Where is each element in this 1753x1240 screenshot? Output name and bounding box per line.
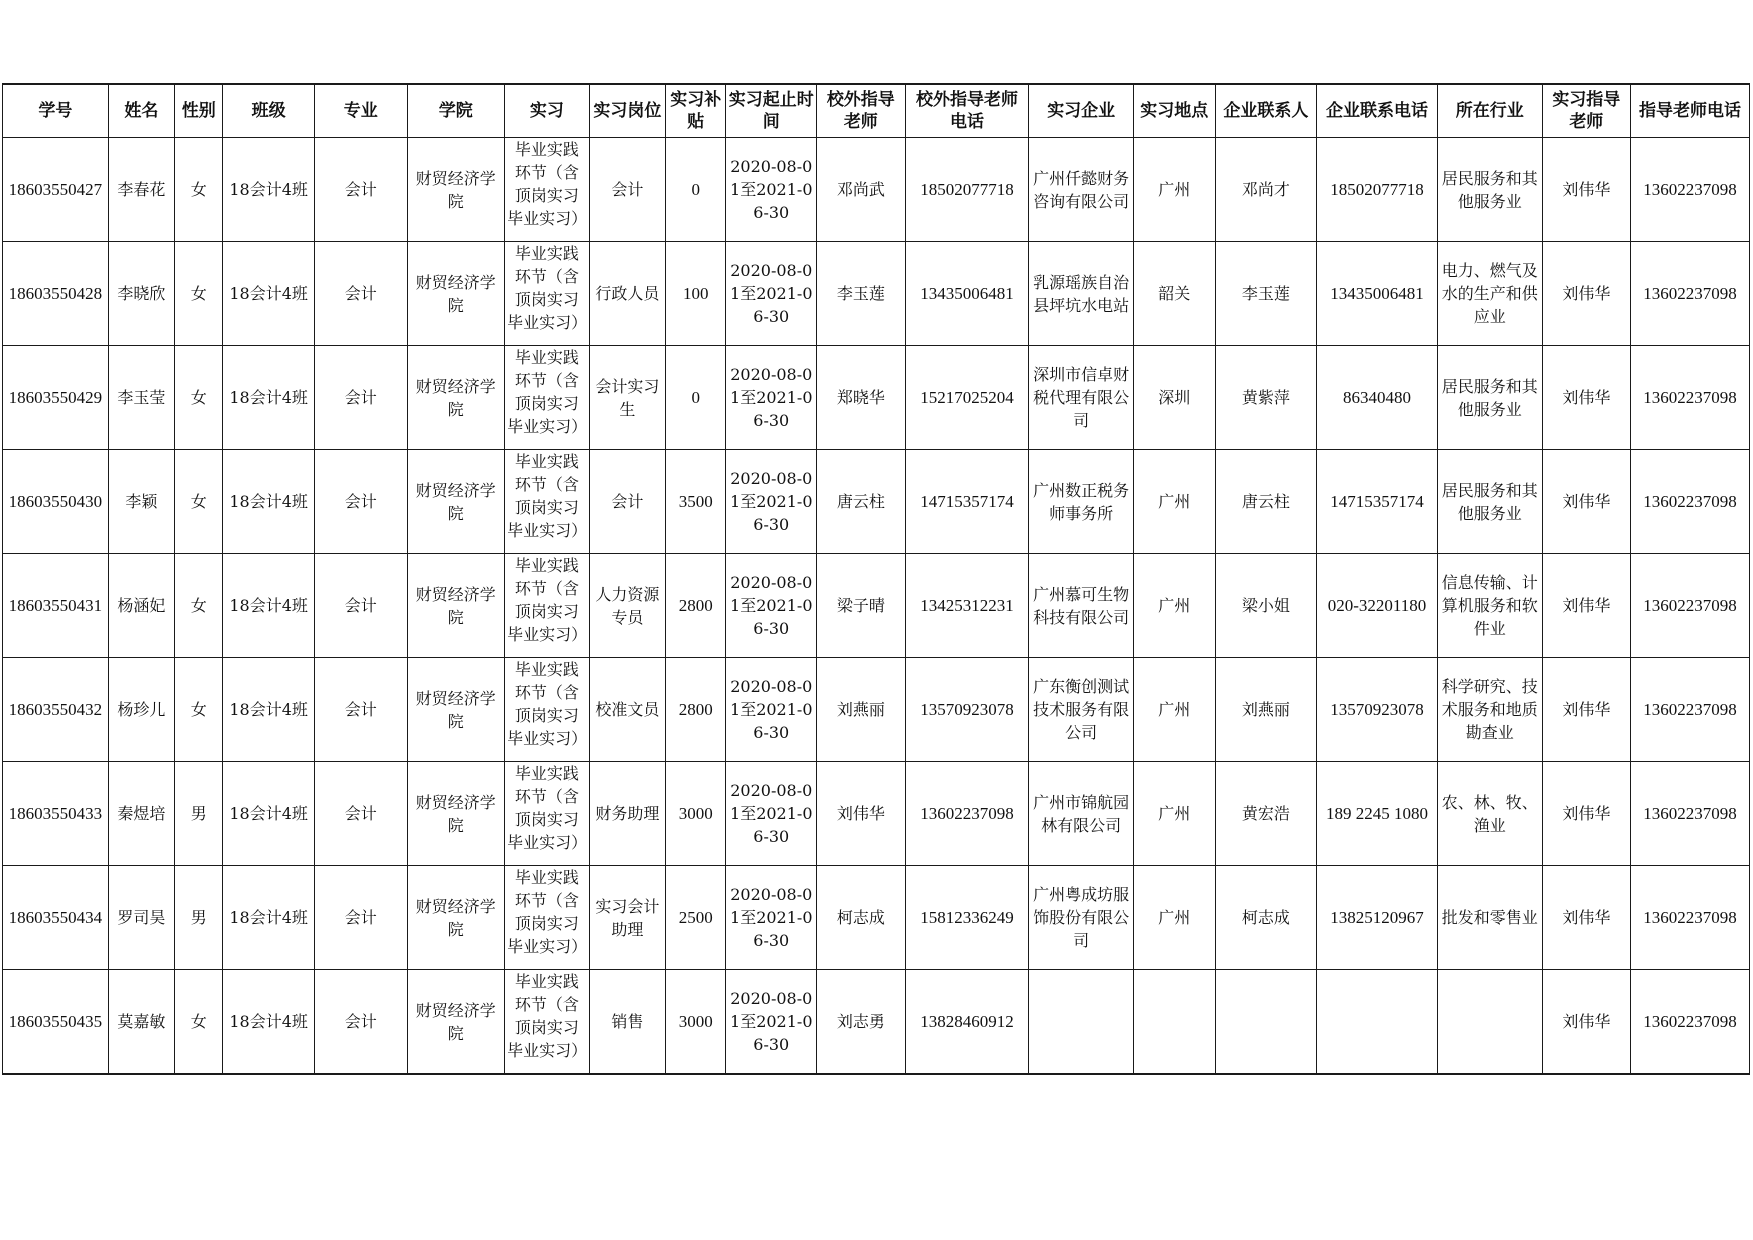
cell-major: 会计	[314, 346, 407, 450]
cell-advisor-phone: 13602237098	[1631, 762, 1750, 866]
cell-subsidy: 2800	[666, 554, 726, 658]
table-row	[3, 138, 1750, 242]
cell-text: 毕业实践环节（含顶岗实习毕业实习）	[507, 660, 587, 748]
cell-major: 会计	[314, 866, 407, 970]
cell-location: 广州	[1134, 658, 1216, 762]
cell-industry: 居民服务和其他服务业	[1437, 346, 1542, 450]
cell-name: 杨珍儿	[108, 658, 174, 762]
cell-company: 广州粤成坊服饰股份有限公司	[1029, 866, 1134, 970]
cell-name: 李春花	[108, 138, 174, 242]
cell-gender: 男	[175, 762, 223, 866]
cell-text: 毕业实践环节（含顶岗实习毕业实习）	[507, 556, 587, 644]
cell-internship-advisor: 刘伟华	[1542, 242, 1631, 346]
cell-subsidy: 0	[666, 346, 726, 450]
cell-location: 广州	[1134, 762, 1216, 866]
cell-company-contact: 邓尚才	[1215, 138, 1317, 242]
cell-text: 毕业实践环节（含顶岗实习毕业实习）	[507, 452, 587, 540]
table-row	[3, 970, 1750, 1075]
cell-internship-type	[505, 762, 590, 866]
cell-company: 广东衡创测试技术服务有限公司	[1029, 658, 1134, 762]
cell-company-contact: 柯志成	[1215, 866, 1317, 970]
cell-company-phone: 13435006481	[1317, 242, 1438, 346]
cell-student-id: 18603550427	[3, 138, 109, 242]
table-row	[3, 242, 1750, 346]
column-header-location: 实习地点	[1134, 84, 1216, 138]
cell-student-id: 18603550428	[3, 242, 109, 346]
cell-student-id: 18603550429	[3, 346, 109, 450]
column-header-name: 姓名	[108, 84, 174, 138]
cell-college: 财贸经济学院	[407, 762, 505, 866]
table-header	[3, 84, 1750, 138]
cell-college: 财贸经济学院	[407, 346, 505, 450]
cell-position: 人力资源专员	[589, 554, 665, 658]
cell-name: 杨涵妃	[108, 554, 174, 658]
cell-internship-type	[505, 658, 590, 762]
column-header-major: 专业	[314, 84, 407, 138]
cell-company-phone: 86340480	[1317, 346, 1438, 450]
cell-major: 会计	[314, 658, 407, 762]
cell-subsidy: 3000	[666, 762, 726, 866]
cell-internship-advisor: 刘伟华	[1542, 138, 1631, 242]
column-header-subsidy: 实习补贴	[666, 84, 726, 138]
cell-major: 会计	[314, 242, 407, 346]
cell-college: 财贸经济学院	[407, 554, 505, 658]
cell-internship-type	[505, 138, 590, 242]
table-row	[3, 658, 1750, 762]
cell-company-contact: 黄宏浩	[1215, 762, 1317, 866]
column-header-company-contact: 企业联系人	[1215, 84, 1317, 138]
cell-gender: 女	[175, 450, 223, 554]
cell-text: 毕业实践环节（含顶岗实习毕业实习）	[507, 868, 587, 956]
cell-external-supervisor-phone: 13570923078	[905, 658, 1029, 762]
cell-company: 广州仟懿财务咨询有限公司	[1029, 138, 1134, 242]
cell-external-supervisor: 梁子晴	[817, 554, 906, 658]
cell-external-supervisor: 刘志勇	[817, 970, 906, 1075]
cell-student-id: 18603550432	[3, 658, 109, 762]
cell-position: 行政人员	[589, 242, 665, 346]
cell-text: 毕业实践环节（含顶岗实习毕业实习）	[507, 244, 587, 332]
cell-location: 广州	[1134, 450, 1216, 554]
cell-industry: 电力、燃气及水的生产和供应业	[1437, 242, 1542, 346]
column-header-position: 实习岗位	[589, 84, 665, 138]
cell-company: 广州慕可生物科技有限公司	[1029, 554, 1134, 658]
column-header-external-supervisor-phone: 校外指导老师电话	[905, 84, 1029, 138]
cell-college: 财贸经济学院	[407, 970, 505, 1075]
cell-subsidy: 3000	[666, 970, 726, 1075]
cell-company-contact	[1215, 970, 1317, 1075]
cell-industry: 科学研究、技术服务和地质勘查业	[1437, 658, 1542, 762]
cell-position: 会计实习生	[589, 346, 665, 450]
cell-industry: 居民服务和其他服务业	[1437, 450, 1542, 554]
cell-gender: 女	[175, 346, 223, 450]
cell-company-phone: 18502077718	[1317, 138, 1438, 242]
cell-external-supervisor-phone: 15217025204	[905, 346, 1029, 450]
cell-text: 毕业实践环节（含顶岗实习毕业实习）	[507, 764, 587, 852]
cell-external-supervisor-phone: 13828460912	[905, 970, 1029, 1075]
cell-position: 会计	[589, 450, 665, 554]
cell-internship-advisor: 刘伟华	[1542, 346, 1631, 450]
cell-external-supervisor-phone: 13435006481	[905, 242, 1029, 346]
table-body	[3, 138, 1750, 1075]
cell-text: 毕业实践环节（含顶岗实习毕业实习）	[507, 348, 587, 436]
column-header-external-supervisor: 校外指导老师	[817, 84, 906, 138]
cell-internship-advisor: 刘伟华	[1542, 658, 1631, 762]
cell-period: 2020-08-01至2021-06-30	[726, 554, 817, 658]
cell-advisor-phone: 13602237098	[1631, 138, 1750, 242]
cell-external-supervisor: 刘燕丽	[817, 658, 906, 762]
cell-external-supervisor: 邓尚武	[817, 138, 906, 242]
cell-period: 2020-08-01至2021-06-30	[726, 450, 817, 554]
cell-external-supervisor-phone: 15812336249	[905, 866, 1029, 970]
cell-internship-type	[505, 346, 590, 450]
cell-subsidy: 0	[666, 138, 726, 242]
cell-internship-type	[505, 554, 590, 658]
internship-table	[2, 83, 1750, 1075]
cell-external-supervisor: 唐云柱	[817, 450, 906, 554]
column-header-gender: 性别	[175, 84, 223, 138]
cell-location: 广州	[1134, 138, 1216, 242]
cell-company-phone	[1317, 970, 1438, 1075]
cell-gender: 男	[175, 866, 223, 970]
cell-company-phone: 13825120967	[1317, 866, 1438, 970]
cell-class: 18会计4班	[223, 970, 315, 1075]
cell-industry: 信息传输、计算机服务和软件业	[1437, 554, 1542, 658]
cell-student-id: 18603550430	[3, 450, 109, 554]
table-row	[3, 762, 1750, 866]
cell-company-phone: 020-32201180	[1317, 554, 1438, 658]
cell-company-contact: 唐云柱	[1215, 450, 1317, 554]
cell-external-supervisor-phone: 13602237098	[905, 762, 1029, 866]
cell-gender: 女	[175, 658, 223, 762]
cell-name: 秦煜培	[108, 762, 174, 866]
cell-class: 18会计4班	[223, 554, 315, 658]
cell-internship-type	[505, 242, 590, 346]
cell-external-supervisor: 刘伟华	[817, 762, 906, 866]
table-row	[3, 866, 1750, 970]
cell-name: 莫嘉敏	[108, 970, 174, 1075]
cell-position: 会计	[589, 138, 665, 242]
cell-company-phone: 14715357174	[1317, 450, 1438, 554]
cell-location: 深圳	[1134, 346, 1216, 450]
cell-internship-advisor: 刘伟华	[1542, 554, 1631, 658]
cell-text: 毕业实践环节（含顶岗实习毕业实习）	[507, 140, 587, 228]
cell-internship-type	[505, 450, 590, 554]
cell-advisor-phone: 13602237098	[1631, 450, 1750, 554]
cell-period: 2020-08-01至2021-06-30	[726, 762, 817, 866]
cell-company: 广州数正税务师事务所	[1029, 450, 1134, 554]
table-row	[3, 450, 1750, 554]
cell-position: 销售	[589, 970, 665, 1075]
cell-college: 财贸经济学院	[407, 138, 505, 242]
cell-major: 会计	[314, 762, 407, 866]
column-header-internship-advisor: 实习指导老师	[1542, 84, 1631, 138]
cell-internship-advisor: 刘伟华	[1542, 866, 1631, 970]
cell-period: 2020-08-01至2021-06-30	[726, 970, 817, 1075]
cell-position: 校准文员	[589, 658, 665, 762]
column-header-period: 实习起止时间	[726, 84, 817, 138]
cell-industry: 居民服务和其他服务业	[1437, 138, 1542, 242]
cell-class: 18会计4班	[223, 346, 315, 450]
cell-company: 广州市锦航园林有限公司	[1029, 762, 1134, 866]
cell-company-contact: 梁小姐	[1215, 554, 1317, 658]
cell-company	[1029, 970, 1134, 1075]
cell-industry: 农、林、牧、渔业	[1437, 762, 1542, 866]
cell-period: 2020-08-01至2021-06-30	[726, 242, 817, 346]
cell-major: 会计	[314, 138, 407, 242]
cell-major: 会计	[314, 970, 407, 1075]
cell-advisor-phone: 13602237098	[1631, 658, 1750, 762]
cell-class: 18会计4班	[223, 242, 315, 346]
cell-gender: 女	[175, 554, 223, 658]
cell-name: 李颖	[108, 450, 174, 554]
cell-gender: 女	[175, 138, 223, 242]
cell-period: 2020-08-01至2021-06-30	[726, 138, 817, 242]
cell-external-supervisor-phone: 14715357174	[905, 450, 1029, 554]
cell-subsidy: 100	[666, 242, 726, 346]
column-header-student-id: 学号	[3, 84, 109, 138]
cell-company-contact: 李玉莲	[1215, 242, 1317, 346]
column-header-college: 学院	[407, 84, 505, 138]
cell-company-phone: 13570923078	[1317, 658, 1438, 762]
cell-company-phone: 189 2245 1080	[1317, 762, 1438, 866]
cell-name: 罗司昊	[108, 866, 174, 970]
cell-advisor-phone: 13602237098	[1631, 554, 1750, 658]
cell-industry: 批发和零售业	[1437, 866, 1542, 970]
cell-external-supervisor: 李玉莲	[817, 242, 906, 346]
cell-location	[1134, 970, 1216, 1075]
cell-location: 韶关	[1134, 242, 1216, 346]
cell-college: 财贸经济学院	[407, 866, 505, 970]
cell-location: 广州	[1134, 866, 1216, 970]
cell-advisor-phone: 13602237098	[1631, 866, 1750, 970]
cell-class: 18会计4班	[223, 866, 315, 970]
cell-class: 18会计4班	[223, 138, 315, 242]
cell-student-id: 18603550431	[3, 554, 109, 658]
cell-student-id: 18603550433	[3, 762, 109, 866]
cell-external-supervisor-phone: 13425312231	[905, 554, 1029, 658]
cell-name: 李晓欣	[108, 242, 174, 346]
cell-gender: 女	[175, 242, 223, 346]
cell-student-id: 18603550434	[3, 866, 109, 970]
cell-company-contact: 黄紫萍	[1215, 346, 1317, 450]
cell-internship-type	[505, 866, 590, 970]
cell-advisor-phone: 13602237098	[1631, 346, 1750, 450]
cell-external-supervisor: 郑晓华	[817, 346, 906, 450]
cell-advisor-phone: 13602237098	[1631, 242, 1750, 346]
cell-external-supervisor-phone: 18502077718	[905, 138, 1029, 242]
column-header-industry: 所在行业	[1437, 84, 1542, 138]
cell-industry	[1437, 970, 1542, 1075]
cell-college: 财贸经济学院	[407, 242, 505, 346]
cell-major: 会计	[314, 554, 407, 658]
cell-subsidy: 2800	[666, 658, 726, 762]
cell-advisor-phone: 13602237098	[1631, 970, 1750, 1075]
cell-internship-advisor: 刘伟华	[1542, 970, 1631, 1075]
cell-subsidy: 3500	[666, 450, 726, 554]
cell-college: 财贸经济学院	[407, 658, 505, 762]
table-row	[3, 554, 1750, 658]
cell-text: 毕业实践环节（含顶岗实习毕业实习）	[507, 972, 587, 1060]
cell-class: 18会计4班	[223, 658, 315, 762]
cell-internship-advisor: 刘伟华	[1542, 450, 1631, 554]
cell-subsidy: 2500	[666, 866, 726, 970]
cell-student-id: 18603550435	[3, 970, 109, 1075]
cell-company: 深圳市信卓财税代理有限公司	[1029, 346, 1134, 450]
column-header-class: 班级	[223, 84, 315, 138]
cell-external-supervisor: 柯志成	[817, 866, 906, 970]
cell-position: 财务助理	[589, 762, 665, 866]
cell-gender: 女	[175, 970, 223, 1075]
cell-class: 18会计4班	[223, 762, 315, 866]
cell-name: 李玉莹	[108, 346, 174, 450]
cell-internship-type	[505, 970, 590, 1075]
cell-internship-advisor: 刘伟华	[1542, 762, 1631, 866]
column-header-company: 实习企业	[1029, 84, 1134, 138]
cell-position: 实习会计助理	[589, 866, 665, 970]
cell-company-contact: 刘燕丽	[1215, 658, 1317, 762]
column-header-company-phone: 企业联系电话	[1317, 84, 1438, 138]
cell-location: 广州	[1134, 554, 1216, 658]
table-row	[3, 346, 1750, 450]
cell-major: 会计	[314, 450, 407, 554]
cell-class: 18会计4班	[223, 450, 315, 554]
column-header-advisor-phone: 指导老师电话	[1631, 84, 1750, 138]
cell-college: 财贸经济学院	[407, 450, 505, 554]
header-row	[3, 84, 1750, 138]
cell-period: 2020-08-01至2021-06-30	[726, 346, 817, 450]
cell-period: 2020-08-01至2021-06-30	[726, 866, 817, 970]
column-header-internship-type: 实习	[505, 84, 590, 138]
cell-company: 乳源瑶族自治县坪坑水电站	[1029, 242, 1134, 346]
cell-period: 2020-08-01至2021-06-30	[726, 658, 817, 762]
